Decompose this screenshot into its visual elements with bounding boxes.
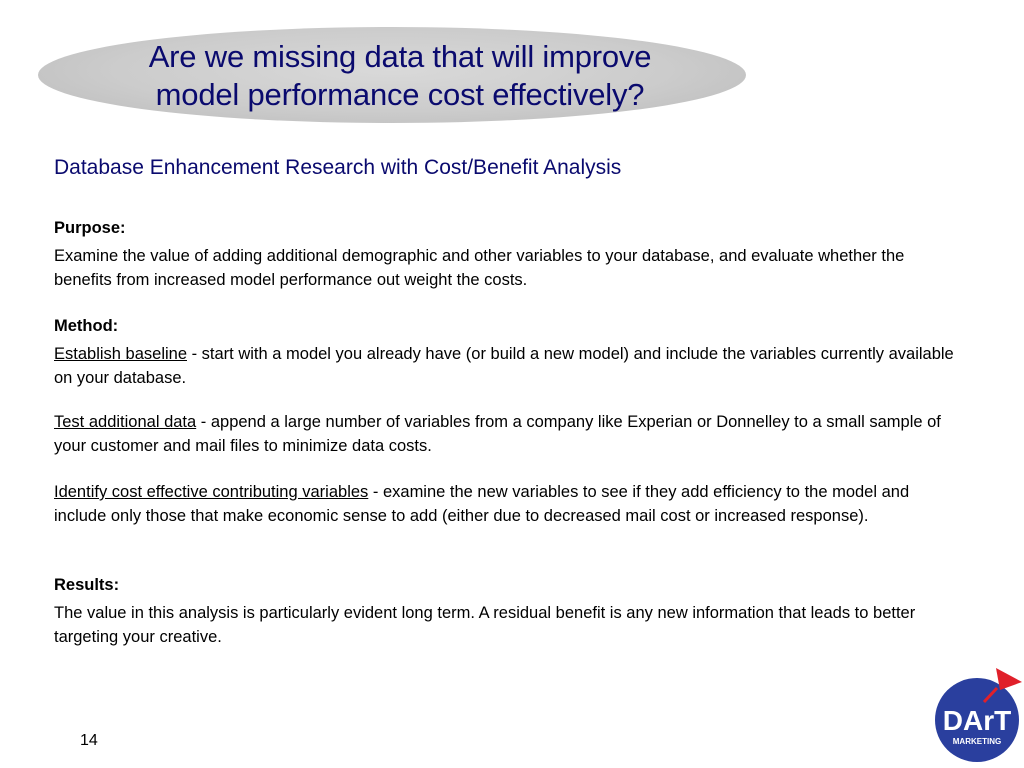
establish-baseline-link[interactable]: Establish baseline — [54, 345, 187, 363]
logo-arrow — [996, 668, 1022, 690]
purpose-text: Examine the value of adding additional demographic and other variables to your database, and evaluate whether the benefits from increased model performance out weight the costs. — [54, 247, 905, 289]
slide-title — [60, 38, 740, 114]
slide-title-line-1: Are we missing data that will improve — [148, 39, 652, 74]
results-text: The value in this analysis is particularly evident long term. A residual benefit is any new information that leads to better targeting your creative. — [54, 604, 916, 646]
test-additional-data-link[interactable]: Test additional data — [54, 413, 197, 431]
identify-variables-text: - examine the new variables to see if they add efficiency to the model and include only those that make economic sense to add (either due to decreased mail cost or increased response). — [54, 483, 910, 525]
slide-title-line-2: model performance cost effectively? — [155, 77, 645, 112]
method-item-identify-variables — [54, 480, 954, 528]
logo-text-sub: MARKETING — [952, 737, 1002, 746]
method-heading: Method: — [54, 317, 119, 335]
page-number: 14 — [80, 732, 98, 749]
dart-marketing-logo-icon — [934, 664, 1024, 768]
slide-subtitle: Database Enhancement Research with Cost/Benefit Analysis — [54, 156, 622, 179]
test-additional-data-text: - append a large number of variables from a company like Experian or Donnelley to a small sample of your customer and mail files to minimize data costs. — [54, 413, 941, 455]
results-heading: Results: — [54, 576, 120, 594]
method-item-test-additional-data — [54, 410, 954, 458]
establish-baseline-text: - start with a model you already have (or build a new model) and include the variables currently available on your database. — [54, 345, 954, 387]
logo-text-main: DArT — [942, 705, 1012, 736]
purpose-heading: Purpose: — [54, 219, 126, 237]
identify-variables-link[interactable]: Identify cost effective contributing variables — [54, 483, 369, 501]
method-item-establish-baseline — [54, 342, 954, 390]
